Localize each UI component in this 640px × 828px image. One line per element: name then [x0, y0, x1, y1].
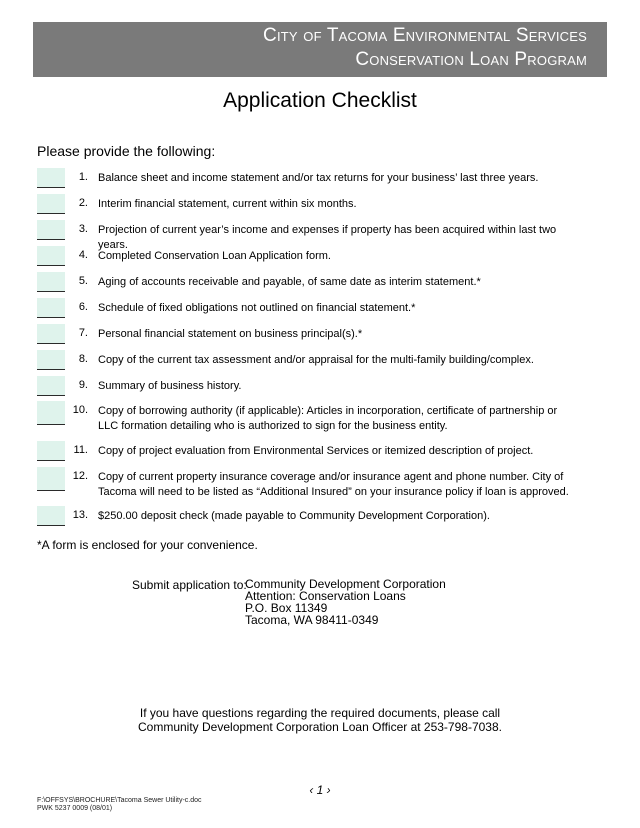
- item-number: 2.: [78, 197, 88, 209]
- item-text: Projection of current year’s income and expenses if property has been acquired within last two years.: [98, 224, 557, 251]
- checklist-item: [0, 506, 640, 526]
- item-number: 4.: [78, 249, 88, 261]
- item-text: Copy of project evaluation from Environmental Services or itemized description of project.: [98, 445, 534, 457]
- mailing-address: [245, 578, 446, 626]
- intro-heading: Please provide the following:: [37, 143, 216, 159]
- item-text: $250.00 deposit check (made payable to Community Development Corporation).: [98, 510, 490, 522]
- item-number: 11.: [73, 444, 88, 456]
- item-text: Copy of the current tax assessment and/or appraisal for the multi-family building/complex.: [98, 354, 534, 366]
- address-line: Tacoma, WA 98411-0349: [245, 613, 379, 627]
- item-text: Aging of accounts receivable and payable, of same date as interim statement.*: [98, 276, 481, 288]
- submit-label: Submit application to:: [132, 578, 247, 592]
- item-text: Copy of borrowing authority (if applicable): Articles in incorporation, certificate of partnership or LLC formation detailing who is authorized to sign for the business entity.: [98, 405, 558, 432]
- checklist-item: [0, 376, 640, 396]
- item-text: Summary of business history.: [98, 380, 242, 392]
- form-code: PWK 5237 0009 (08/01): [37, 805, 113, 812]
- file-path: F:\OFFSYS\BROCHURE\Tacoma Sewer Utility-c.doc: [37, 797, 202, 804]
- item-number: 12.: [72, 470, 88, 482]
- checklist-item: [0, 401, 640, 432]
- item-number: 13.: [72, 509, 88, 521]
- checklist-item: [0, 441, 640, 461]
- item-number: 6.: [78, 301, 88, 313]
- footnote: *A form is enclosed for your convenience.: [37, 538, 258, 552]
- header-line-1: City of Tacoma Environmental Services: [263, 25, 587, 46]
- item-text: Balance sheet and income statement and/or tax returns for your business’ last three years.: [98, 172, 539, 184]
- contact-info: [0, 706, 640, 734]
- address-line: Community Development Corporation: [245, 577, 446, 591]
- header-bar: [33, 22, 607, 77]
- item-text: Completed Conservation Loan Application form.: [98, 250, 331, 262]
- page-number: ‹ 1 ›: [309, 783, 331, 797]
- header-line-2: Conservation Loan Program: [355, 49, 587, 70]
- item-number: 10.: [72, 404, 88, 416]
- item-number: 1.: [78, 171, 88, 183]
- checklist-item: [0, 467, 640, 498]
- item-text: Schedule of fixed obligations not outlined on financial statement.*: [98, 302, 416, 314]
- item-number: 9.: [78, 379, 88, 391]
- checklist-item: [0, 168, 640, 188]
- checklist-item: [0, 324, 640, 344]
- checklist-item: [0, 220, 640, 251]
- item-number: 8.: [78, 353, 88, 365]
- item-text: Interim financial statement, current within six months.: [98, 198, 357, 210]
- document-title: Application Checklist: [223, 89, 417, 112]
- checklist-item: [0, 298, 640, 318]
- checklist-item: [0, 272, 640, 292]
- contact-line-1: If you have questions regarding the required documents, please call: [139, 706, 501, 720]
- item-number: 3.: [78, 223, 88, 235]
- item-number: 5.: [78, 275, 88, 287]
- address-line: P.O. Box 11349: [245, 601, 328, 615]
- contact-line-2: Community Development Corporation Loan Officer at 253-798-7038.: [138, 720, 502, 734]
- checklist-item: [0, 194, 640, 214]
- checklist-item: [0, 246, 640, 266]
- address-line: Attention: Conservation Loans: [245, 589, 406, 603]
- item-text: Personal financial statement on business principal(s).*: [98, 328, 363, 340]
- item-text: Copy of current property insurance coverage and/or insurance agent and phone number. City of Tacoma will need to be listed as “Additional Insured” on your insurance policy if loan is approved.: [98, 471, 569, 498]
- file-info: [37, 797, 202, 813]
- checklist-item: [0, 350, 640, 370]
- item-number: 7.: [78, 327, 88, 339]
